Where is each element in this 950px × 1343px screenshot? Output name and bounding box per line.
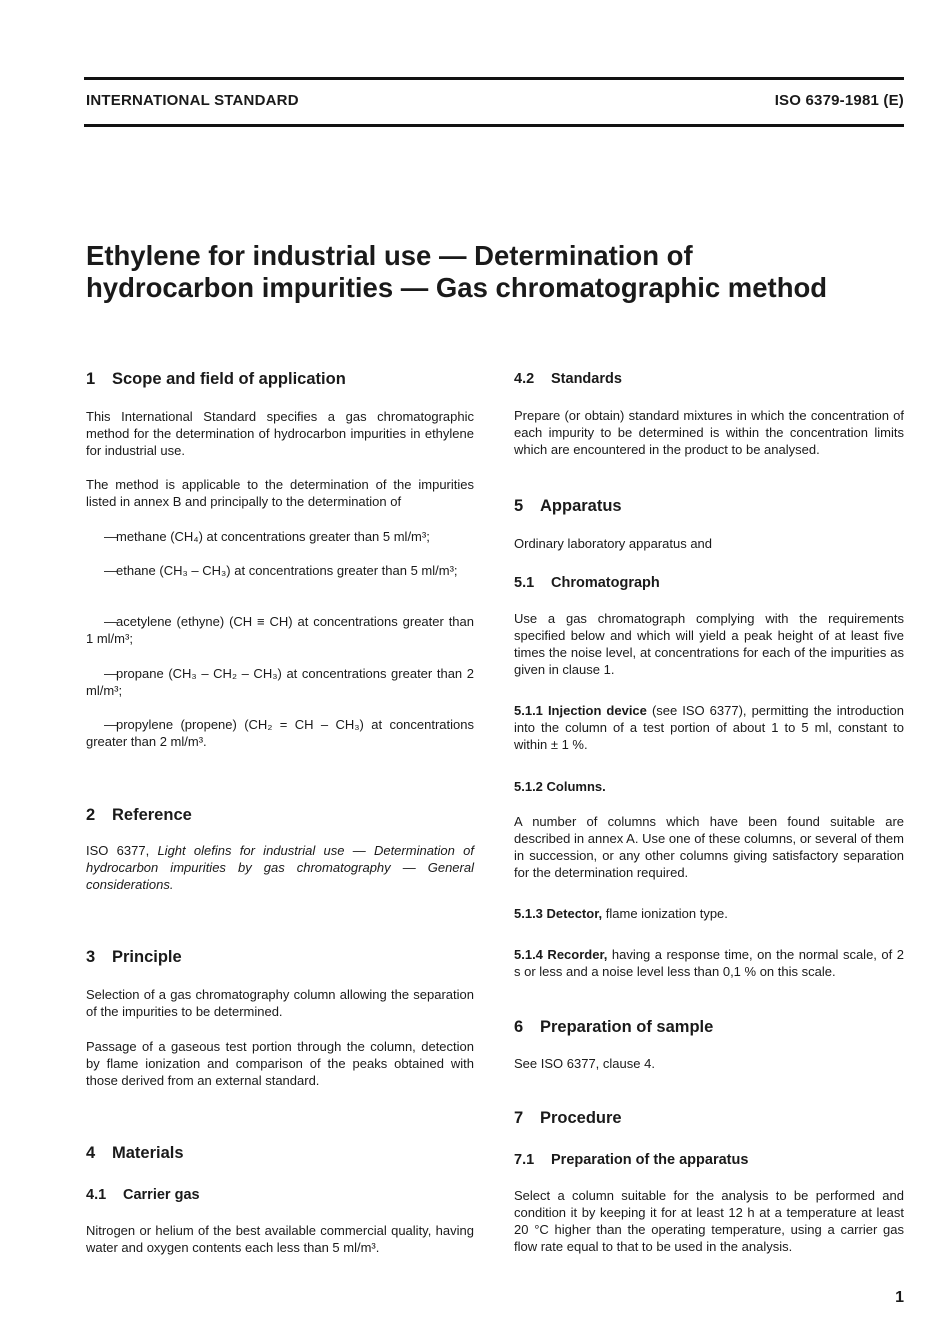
section-5-heading: 5 Apparatus: [514, 497, 622, 515]
section-7-heading: 7 Procedure: [514, 1109, 622, 1127]
section-6-heading: 6 Preparation of sample: [514, 1018, 714, 1036]
section-5-1-1-paragraph: 5.1.1 Injection device (see ISO 6377), permitting the introduction into the column of a test portion of about 1 to 5 ml, constant to within ± 1 %.: [514, 703, 904, 752]
section-5-1-2-paragraph: A number of columns which have been found suitable are described in annex A. Use one of these columns, or several of them in succession, or any other columns giving satisfactory separation for the determination required.: [514, 814, 904, 880]
section-7-1-paragraph: Select a column suitable for the analysis to be performed and condition it by keeping it for at least 12 h at a temperature at least 20 °C higher than the operating temperature, using a carrier gas flow rate equal to that to be used in the analysis.: [514, 1188, 904, 1254]
section-5-paragraph: Ordinary laboratory apparatus and: [514, 536, 713, 551]
section-2-paragraph: ISO 6377, Light olefins for industrial use — Determination of hydrocarbon impurities by gas chromatography — General considerations.: [86, 843, 474, 892]
section-1-paragraph-1: This International Standard specifies a gas chromatographic method for the determination of hydrocarbon impurities in ethylene for industrial use.: [86, 409, 474, 458]
list-item: —ethane (CH₃ – CH₃) at concentrations greater than 5 ml/m³;: [104, 563, 458, 578]
section-1-heading: 1 Scope and field of application: [86, 370, 346, 388]
list-item: —acetylene (ethyne) (CH ≡ CH) at concentrations greater than 1 ml/m³;: [86, 614, 474, 646]
reference-title: Light olefins for industrial use — Determination of hydrocarbon impurities by gas chromatography — General considerations.: [86, 843, 474, 892]
header-rule-top: [84, 77, 904, 80]
section-5-1-4-paragraph: 5.1.4 Recorder, having a response time, on the normal scale, of 2 s or less and a noise level less than 0,1 % on this scale.: [514, 947, 905, 979]
standard-number: ISO 6379-1981 (E): [774, 92, 904, 109]
section-4-2-heading: 4.2 Standards: [514, 371, 622, 387]
section-5-1-heading: 5.1 Chromatograph: [514, 575, 660, 591]
title-line-1: Ethylene for industrial use — Determination of: [86, 240, 693, 271]
section-6-paragraph: See ISO 6377, clause 4.: [514, 1056, 655, 1071]
section-4-1-paragraph: Nitrogen or helium of the best available commercial quality, having water and oxygen contents each less than 5 ml/m³.: [86, 1223, 474, 1255]
section-4-1-heading: 4.1 Carrier gas: [86, 1187, 200, 1203]
page-number: 1: [895, 1289, 904, 1306]
section-1-paragraph-2: The method is applicable to the determination of the impurities listed in annex B and principally to the determination of: [86, 477, 474, 509]
list-item: —propylene (propene) (CH₂ = CH – CH₃) at concentrations greater than 2 ml/m³.: [86, 717, 474, 749]
section-7-1-heading: 7.1 Preparation of the apparatus: [514, 1152, 749, 1168]
standard-type-label: INTERNATIONAL STANDARD: [86, 92, 299, 109]
document-title: [86, 240, 926, 304]
section-5-1-paragraph: Use a gas chromatograph complying with the requirements specified below and which will yield a peak height of at least five times the noise level, at concentrations for each of the impurities as given in clause 1.: [514, 611, 904, 677]
list-item: —propane (CH₃ – CH₂ – CH₃) at concentrations greater than 2 ml/m³;: [86, 666, 474, 698]
section-4-heading: 4 Materials: [86, 1144, 184, 1162]
section-3-paragraph-1: Selection of a gas chromatography column allowing the separation of the impurities to be determined.: [86, 987, 474, 1019]
list-item: —methane (CH₄) at concentrations greater than 5 ml/m³;: [104, 529, 430, 544]
section-3-paragraph-2: Passage of a gaseous test portion through the column, detection by flame ionization and comparison of the peaks obtained with those derived from an external standard.: [86, 1039, 474, 1088]
section-2-heading: 2 Reference: [86, 806, 192, 824]
title-line-2: hydrocarbon impurities — Gas chromatographic method: [86, 272, 828, 303]
section-5-1-2-heading: 5.1.2 Columns.: [514, 779, 606, 794]
section-4-2-paragraph: Prepare (or obtain) standard mixtures in which the concentration of each impurity to be determined is within the concentration limits which are encountered in the product to be analysed.: [514, 408, 904, 457]
header-rule-bottom: [84, 124, 904, 127]
section-5-1-3-paragraph: 5.1.3 Detector, flame ionization type.: [514, 906, 728, 921]
section-3-heading: 3 Principle: [86, 948, 182, 966]
